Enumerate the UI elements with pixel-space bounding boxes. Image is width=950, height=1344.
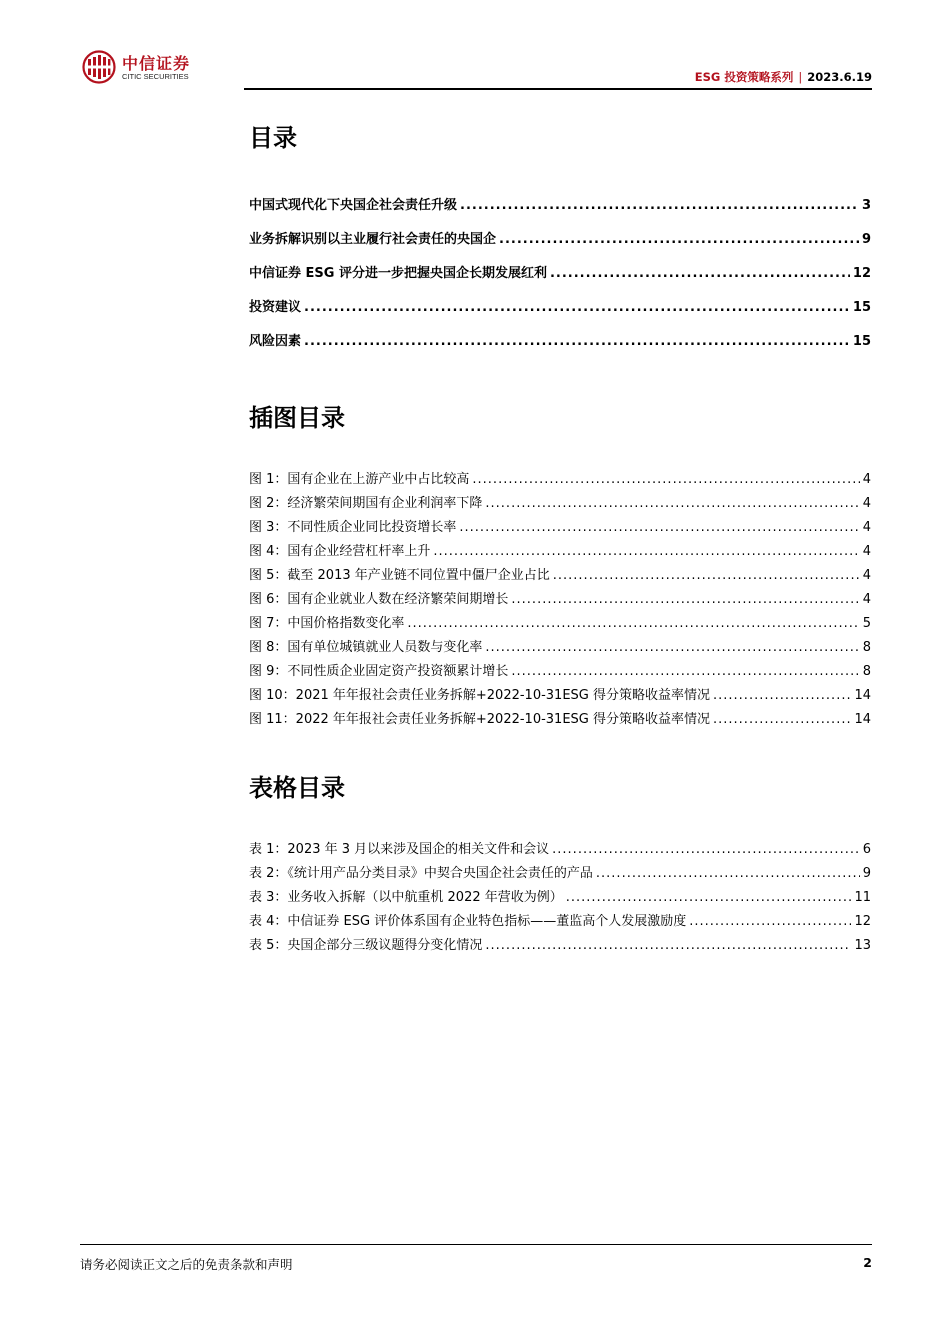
footer-page-number: 2	[863, 1255, 872, 1270]
toc-heading: 目录	[249, 124, 297, 152]
figure-entry-title: 图 11：2022 年年报社会责任业务拆解+2022-10-31ESG 得分策略收益率情况	[249, 712, 711, 727]
figure-entry[interactable]	[249, 564, 871, 588]
figure-entry-page: 4	[862, 568, 871, 583]
logo-text-cn: 中信证券	[122, 54, 191, 73]
table-entry-page: 11	[854, 890, 871, 905]
leader-dots	[566, 890, 852, 905]
figure-entry-title: 图 8：国有单位城镇就业人员数与变化率	[249, 640, 483, 655]
figure-entry-page: 14	[854, 712, 871, 727]
report-series-header	[695, 69, 872, 85]
tables-list	[249, 838, 871, 958]
figure-entry[interactable]	[249, 660, 871, 684]
toc-entry-page: 15	[852, 334, 871, 349]
figure-entry-page: 4	[862, 544, 871, 559]
table-entry-page: 6	[862, 842, 871, 857]
leader-dots	[552, 842, 860, 857]
figures-list	[249, 468, 871, 732]
leader-dots	[550, 266, 850, 281]
table-entry-title: 表 2：《统计用产品分类目录》中契合央国企社会责任的产品	[249, 866, 593, 881]
figure-entry-page: 8	[862, 640, 871, 655]
table-entry-page: 12	[854, 914, 871, 929]
leader-dots	[553, 568, 860, 583]
toc-entry[interactable]	[249, 228, 871, 262]
figure-entry[interactable]	[249, 540, 871, 564]
leader-dots	[304, 300, 850, 315]
header-separator: |	[798, 70, 803, 84]
table-entry[interactable]	[249, 910, 871, 934]
figure-entry-page: 8	[862, 664, 871, 679]
logo-text-en: CITIC SECURITIES	[122, 72, 189, 81]
tables-heading: 表格目录	[249, 774, 345, 802]
figure-entry[interactable]	[249, 636, 871, 660]
toc-entry[interactable]	[249, 296, 871, 330]
leader-dots	[713, 712, 851, 727]
leader-dots	[459, 520, 859, 535]
toc-entry-page: 12	[852, 266, 871, 281]
header-divider	[244, 88, 872, 90]
figure-entry-page: 4	[862, 472, 871, 487]
figure-entry-title: 图 6：国有企业就业人数在经济繁荣间期增长	[249, 592, 509, 607]
leader-dots	[472, 472, 859, 487]
figure-entry[interactable]	[249, 588, 871, 612]
toc-entry[interactable]	[249, 330, 871, 364]
figure-entry-title: 图 3：不同性质企业同比投资增长率	[249, 520, 457, 535]
figure-entry-title: 图 7：中国价格指数变化率	[249, 616, 405, 631]
figure-entry-title: 图 1：国有企业在上游产业中占比较高	[249, 472, 470, 487]
figure-entry-title: 图 10：2021 年年报社会责任业务拆解+2022-10-31ESG 得分策略收益率情况	[249, 688, 711, 703]
table-entry-page: 9	[862, 866, 871, 881]
figure-entry[interactable]	[249, 516, 871, 540]
figure-entry[interactable]	[249, 684, 871, 708]
figure-entry-title: 图 9：不同性质企业固定资产投资额累计增长	[249, 664, 509, 679]
leader-dots	[433, 544, 859, 559]
toc-entry-page: 9	[861, 232, 871, 247]
section-spacer	[249, 732, 871, 768]
leader-dots	[485, 938, 851, 953]
table-entry-title: 表 1：2023 年 3 月以来涉及国企的相关文件和会议	[249, 842, 550, 857]
leader-dots	[511, 664, 859, 679]
figure-entry-title: 图 4：国有企业经营杠杆率上升	[249, 544, 431, 559]
leader-dots	[499, 232, 859, 247]
figure-entry-title: 图 2：经济繁荣间期国有企业利润率下降	[249, 496, 483, 511]
figure-entry[interactable]	[249, 468, 871, 492]
leader-dots	[511, 592, 859, 607]
table-entry-page: 13	[854, 938, 871, 953]
figure-entry[interactable]	[249, 492, 871, 516]
toc-entry-title: 业务拆解识别以主业履行社会责任的央国企	[249, 232, 497, 247]
toc-entry-title: 投资建议	[249, 300, 302, 315]
leader-dots	[304, 334, 850, 349]
table-entry[interactable]	[249, 934, 871, 958]
figure-entry-page: 5	[862, 616, 871, 631]
figure-entry-page: 4	[862, 592, 871, 607]
figure-entry[interactable]	[249, 708, 871, 732]
report-date: 2023.6.19	[807, 70, 872, 84]
table-entry[interactable]	[249, 886, 871, 910]
figures-heading: 插图目录	[249, 404, 345, 432]
toc-list	[249, 194, 871, 364]
table-entry[interactable]	[249, 838, 871, 862]
table-entry[interactable]	[249, 862, 871, 886]
table-of-contents-page	[249, 118, 871, 958]
table-entry-title: 表 5：央国企部分三级议题得分变化情况	[249, 938, 483, 953]
citic-logo	[82, 48, 212, 88]
table-entry-title: 表 4：中信证券 ESG 评价体系国有企业特色指标——董监高个人发展激励度	[249, 914, 687, 929]
figure-entry[interactable]	[249, 612, 871, 636]
figure-entry-title: 图 5：截至 2013 年产业链不同位置中僵尸企业占比	[249, 568, 550, 583]
footer-disclaimer: 请务必阅读正文之后的免责条款和声明	[80, 1257, 293, 1272]
report-series: ESG 投资策略系列	[694, 70, 794, 84]
leader-dots	[485, 496, 859, 511]
toc-entry-title: 风险因素	[249, 334, 302, 349]
table-entry-title: 表 3：业务收入拆解（以中航重机 2022 年营收为例）	[249, 890, 563, 905]
toc-entry[interactable]	[249, 262, 871, 296]
leader-dots	[460, 198, 859, 213]
toc-entry[interactable]	[249, 194, 871, 228]
citic-logo-icon	[82, 50, 116, 84]
figure-entry-page: 14	[854, 688, 871, 703]
leader-dots	[689, 914, 851, 929]
toc-entry-title: 中信证券 ESG 评分进一步把握央国企长期发展红利	[249, 266, 547, 281]
leader-dots	[407, 616, 859, 631]
leader-dots	[596, 866, 860, 881]
leader-dots	[713, 688, 851, 703]
footer-divider	[80, 1244, 872, 1245]
leader-dots	[485, 640, 859, 655]
toc-entry-title: 中国式现代化下央国企社会责任升级	[249, 198, 458, 213]
figure-entry-page: 4	[862, 496, 871, 511]
toc-entry-page: 15	[852, 300, 871, 315]
figure-entry-page: 4	[862, 520, 871, 535]
toc-entry-page: 3	[861, 198, 871, 213]
